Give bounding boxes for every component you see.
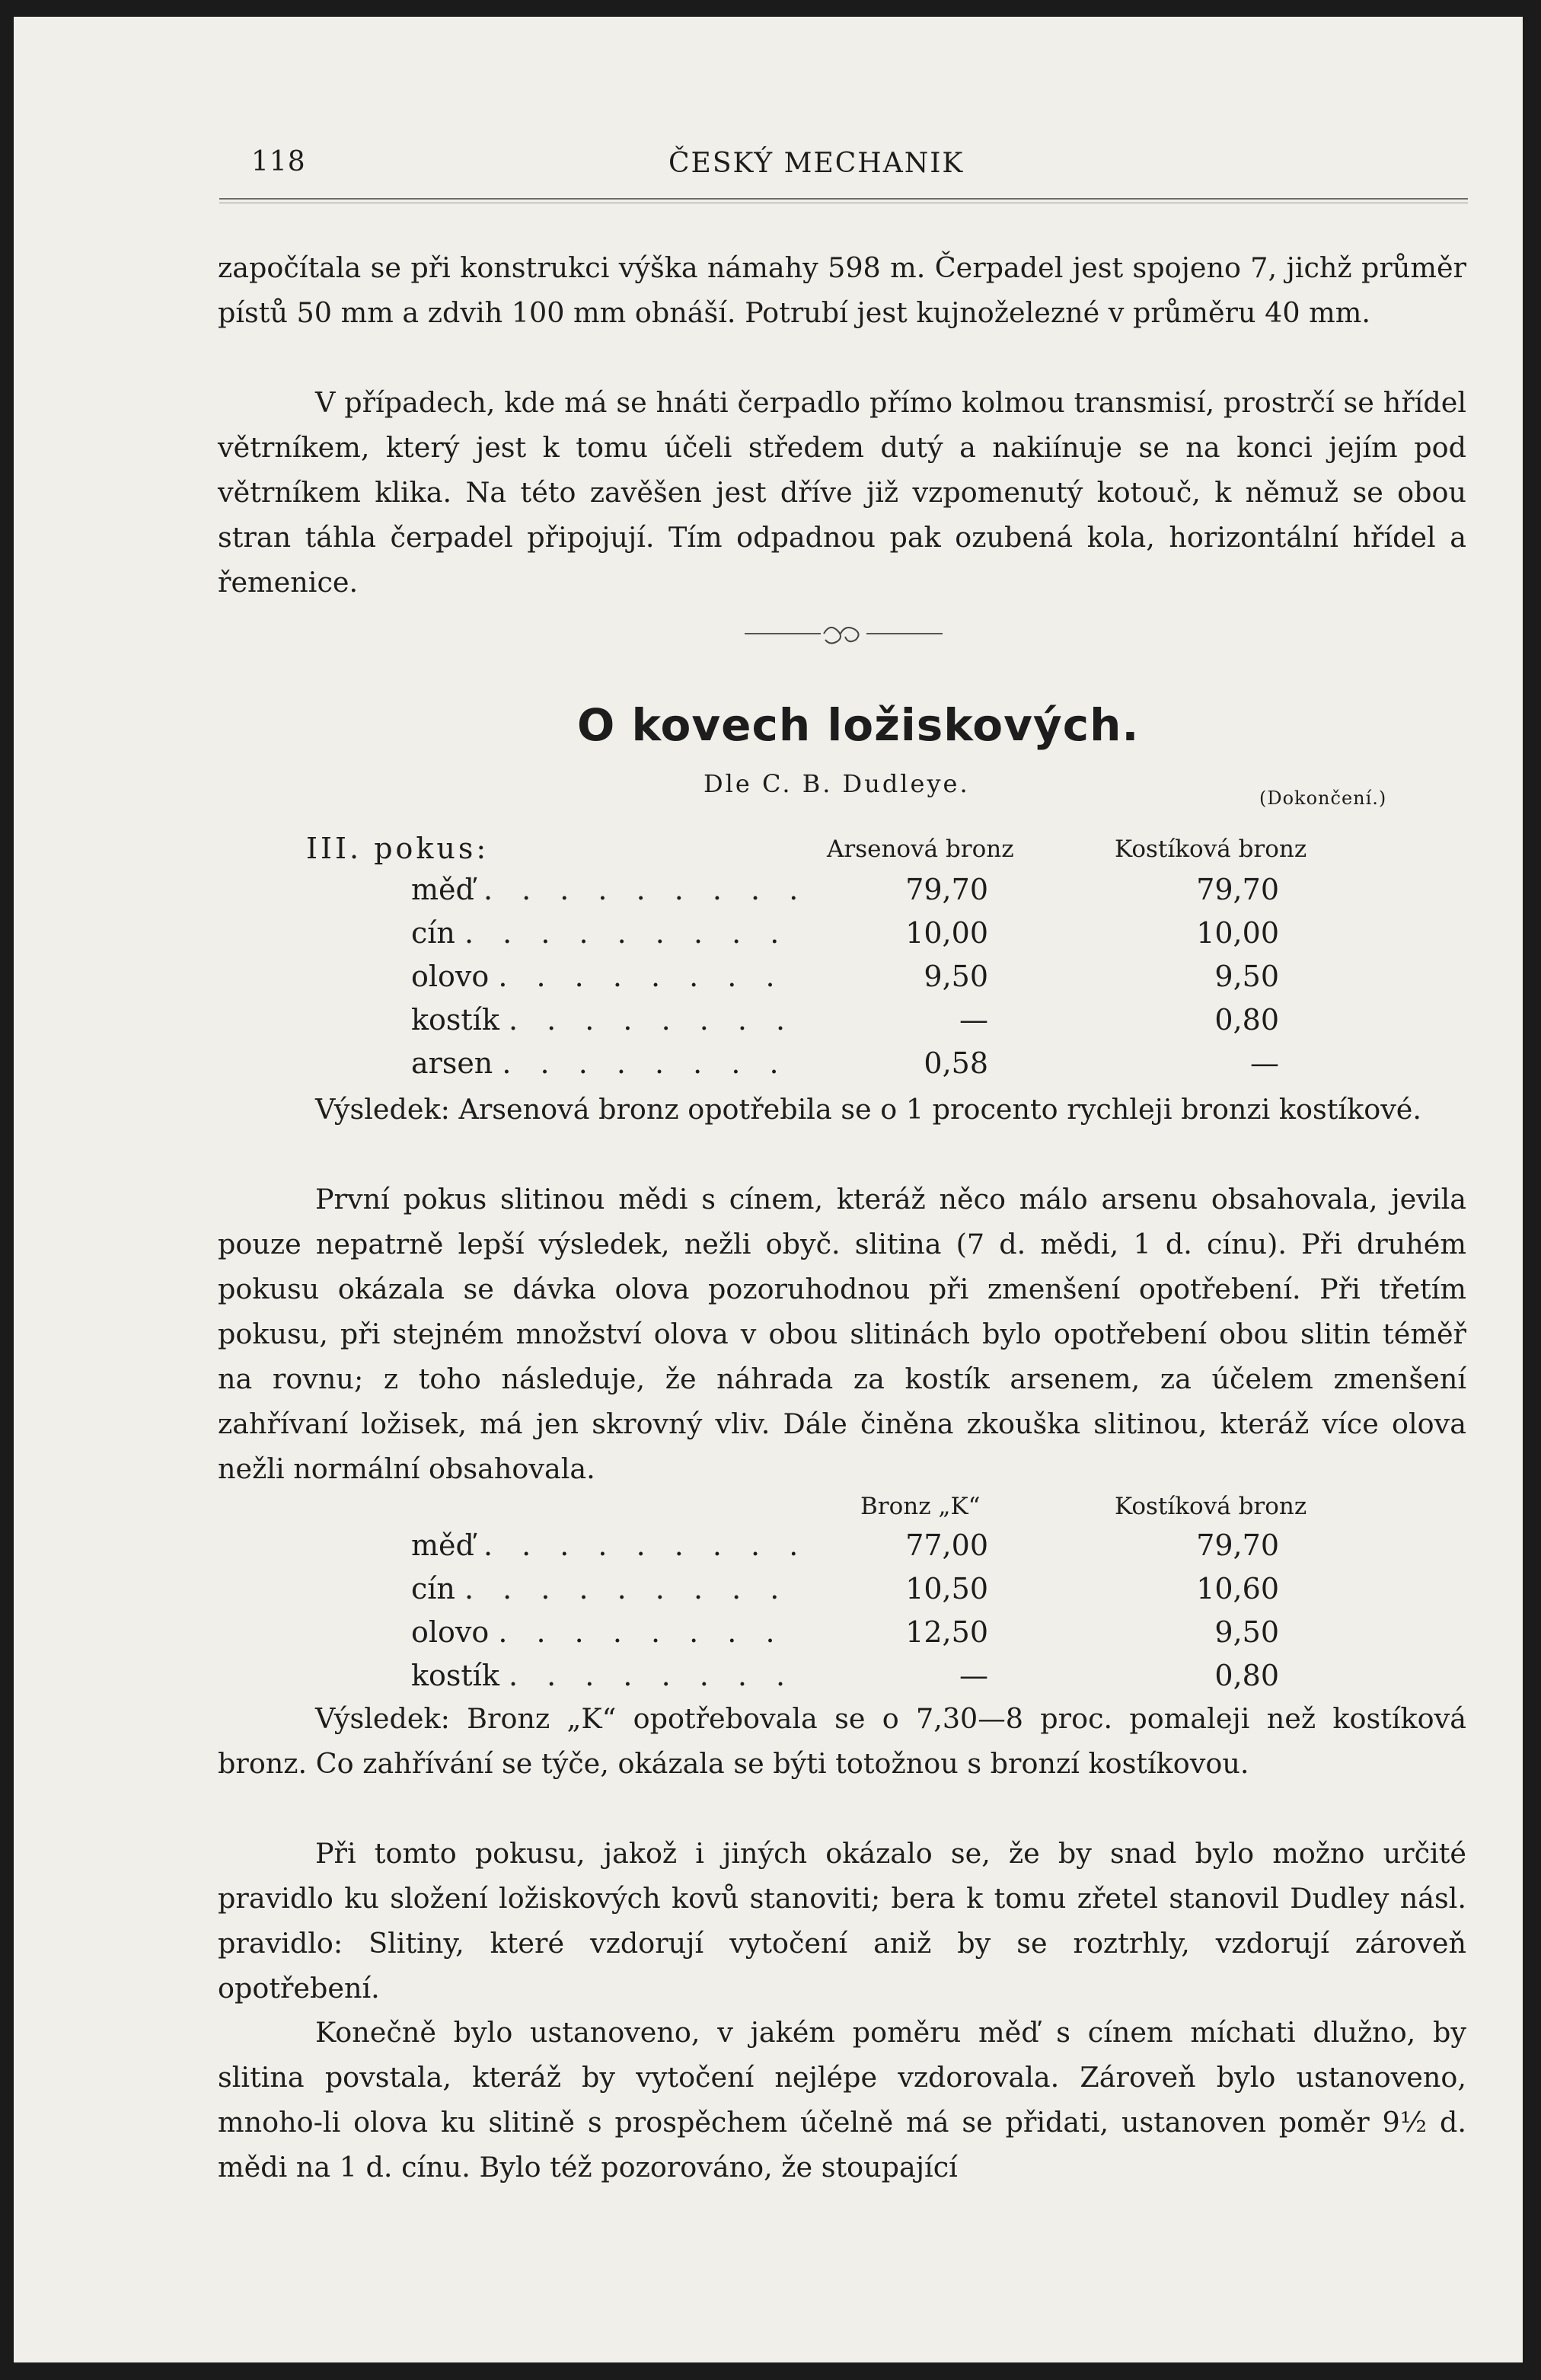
table-cell: 12,50 (905, 1615, 988, 1649)
table-row: olovo . . . . . . . . (411, 960, 785, 993)
table-row: měď . . . . . . . . . (411, 1529, 809, 1562)
header-rule (219, 198, 1468, 200)
table-cell: 0,80 (1214, 1659, 1279, 1692)
paragraph-transmission: V případech, kde má se hnáti čerpadlo přímo kolmou transmisí, prostrčí se hřídel větrníkem, který jest k tomu účeli středem dutý a nakiínuje se na konci jejím pod větrníkem klika. Na této zavěšen jest dříve již vzpomenutý kotouč, k němuž se obou stran táhla čerpadel připojují. Tím odpadnou pak ozubená kola, horizontální hřídel a řemenice. (218, 386, 1466, 599)
table-cell: 77,00 (905, 1529, 988, 1562)
table-cell: 79,70 (1196, 1529, 1279, 1562)
table-row: cín . . . . . . . . . (411, 916, 790, 950)
article-title: O kovech ložiskových. (577, 699, 1140, 751)
table-cell: 9,50 (1214, 960, 1279, 993)
table1-col1-header: Arsenová bronz (827, 835, 1014, 863)
running-title: ČESKÝ MECHANIK (668, 148, 965, 179)
table-cell: 79,70 (905, 873, 988, 906)
table-row: cín . . . . . . . . . (411, 1572, 790, 1605)
book-page (14, 17, 1523, 2362)
experiment-label: III. pokus: (306, 832, 490, 865)
paragraph-discussion: První pokus slitinou mědi s cínem, kteráž něco málo arsenu obsahovala, jevila pouze nepatrně lepší výsledek, nežli obyč. slitina (7 d. mědi, 1 d. cínu). Při druhém pokusu okázala se dávka olova pozoruhodnou při zmenšení opotřebení. Při třetím pokusu, při stejném množství olova v obou slitinách bylo opotřebení obou slitin téměř na rovnu; z toho následuje, že náhrada za kostík arsenem, za účelem zmenšení zahřívaní ložisek, má jen skrovný vliv. Dále činěna zkouška slitinou, kteráž více olova nežli normální obsahovala. (218, 1183, 1466, 1485)
table-row: olovo . . . . . . . . (411, 1615, 785, 1649)
table-row: arsen . . . . . . . . (411, 1046, 789, 1080)
table1-col2-header: Kostíková bronz (1115, 835, 1307, 863)
page-number: 118 (251, 146, 306, 177)
paragraph-conclusion: Konečně bylo ustanoveno, v jakém poměru měď s cínem míchati dlužno, by slitina povstala, kteráž by vytočení nejlépe vzdorovala. Zároveň bylo ustanoveno, mnoho-li olova ku slitině s prospěchem účelně má se přidati, ustanoven poměr 9½ d. mědi na 1 d. cínu. Bylo též pozorováno, že stoupající (218, 2016, 1466, 2184)
paragraph-result-1: Výsledek: Arsenová bronz opotřebila se o 1 procento rychleji bronzi kostíkové. (315, 1093, 1422, 1126)
table2-col2-header: Kostíková bronz (1115, 1493, 1307, 1520)
table-cell: 10,00 (905, 916, 988, 950)
table-cell: — (1250, 1046, 1279, 1080)
table-cell: 0,58 (924, 1046, 988, 1080)
table-row: kostík . . . . . . . . (411, 1003, 796, 1037)
table-row: měď . . . . . . . . . (411, 873, 809, 906)
table-cell: 10,00 (1196, 916, 1279, 950)
table2-col1-header: Bronz „K“ (860, 1493, 981, 1520)
table-cell: — (959, 1659, 988, 1692)
continued-note: (Dokončení.) (1259, 787, 1387, 809)
table-cell: 9,50 (1214, 1615, 1279, 1649)
article-byline: Dle C. B. Dudleye. (704, 769, 970, 798)
paragraph-pump-spec: započítala se při konstrukci výška námahy 598 m. Čerpadel jest spojeno 7, jichž průměr pístů 50 mm a zdvih 100 mm obnáší. Potrubí jest kujnoželezné v průměru 40 mm. (218, 251, 1466, 329)
table-cell: 10,60 (1196, 1572, 1279, 1605)
table-cell: 0,80 (1214, 1003, 1279, 1037)
table-row: kostík . . . . . . . . (411, 1659, 796, 1692)
paragraph-rule: Při tomto pokusu, jakož i jiných okázalo se, že by snad bylo možno určité pravidlo ku složení ložiskových kovů stanoviti; bera k tomu zřetel stanovil Dudley násl. pravidlo: Slitiny, které vzdorují vytočení aniž by se roztrhly, vzdorují zároveň opotřebení. (218, 1837, 1466, 2005)
table-cell: 79,70 (1196, 873, 1279, 906)
paragraph-result-2: Výsledek: Bronz „K“ opotřebovala se o 7,30—8 proc. pomaleji než kostíková bronz. Co zahřívání se týče, okázala se býti totožnou s bronzí kostíkovou. (218, 1702, 1466, 1780)
table-cell: 9,50 (924, 960, 988, 993)
table-cell: — (959, 1003, 988, 1037)
section-divider-ornament (745, 618, 943, 649)
table-cell: 10,50 (905, 1572, 988, 1605)
